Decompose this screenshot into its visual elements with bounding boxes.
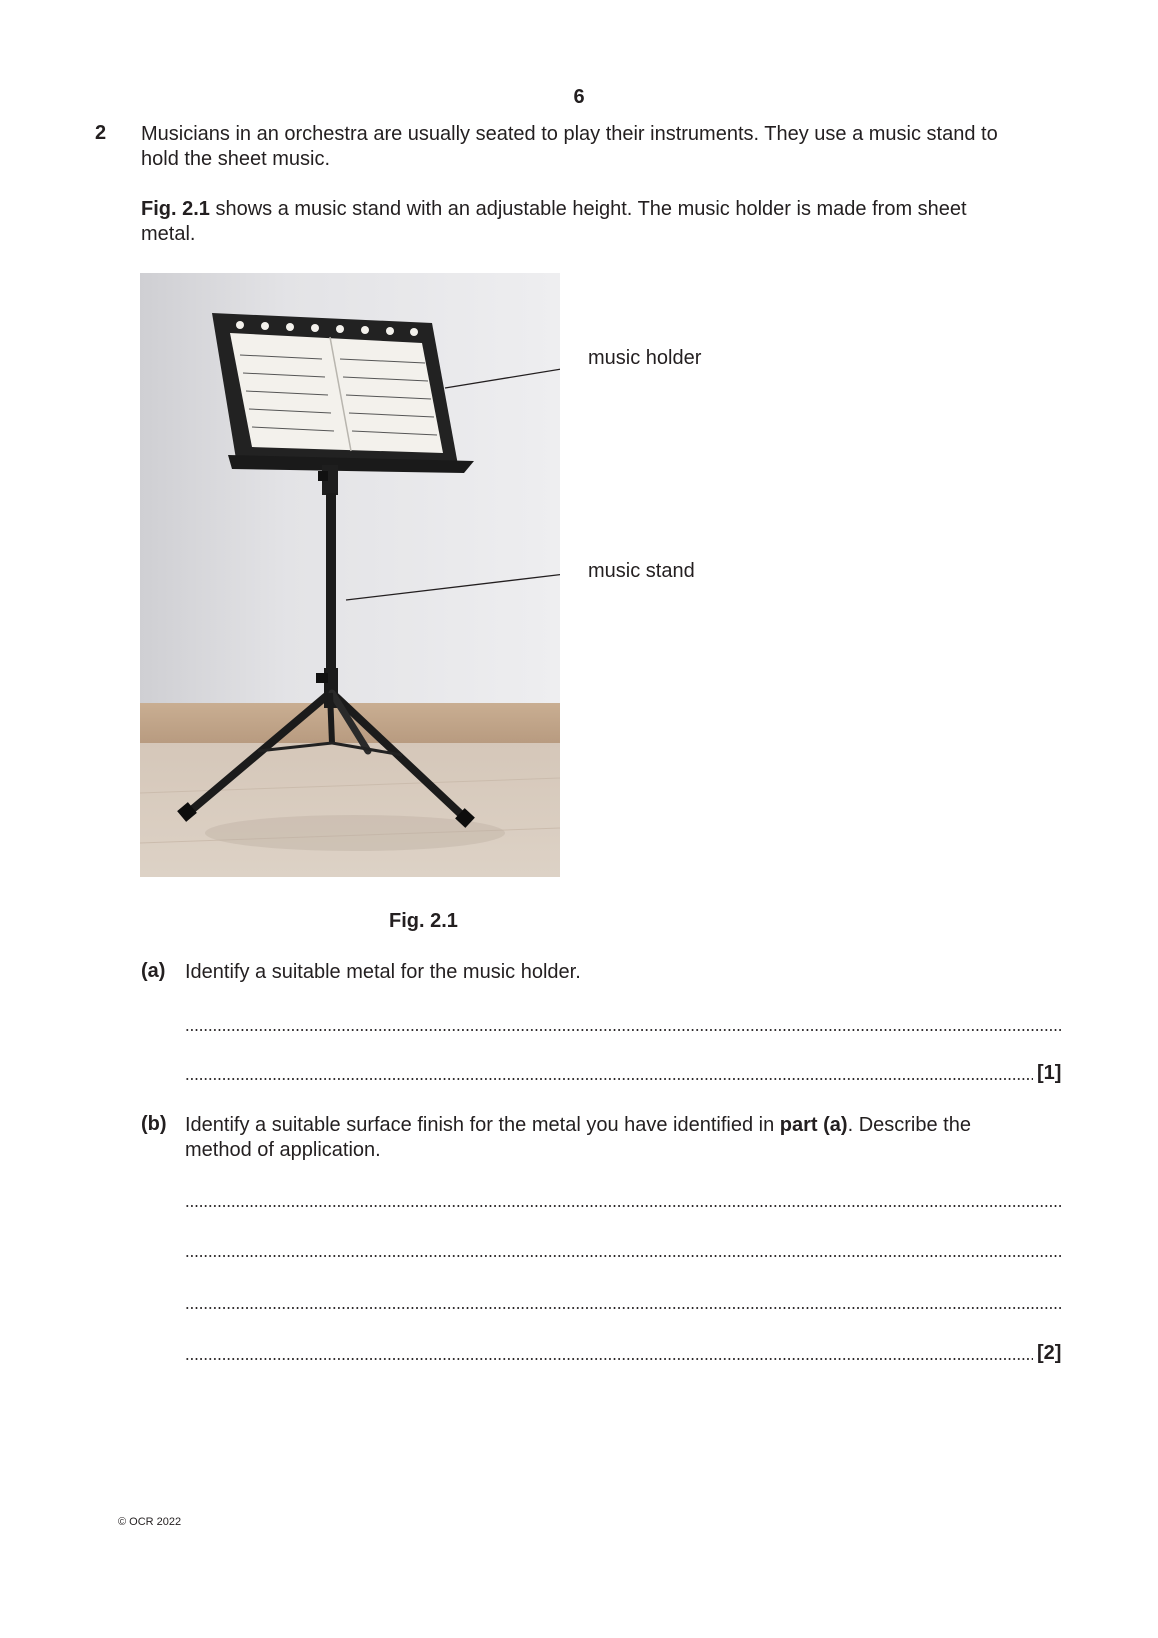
question-intro bbox=[141, 122, 1081, 172]
part-b-label: (b) bbox=[141, 1113, 167, 1135]
part-a-label: (a) bbox=[141, 960, 166, 982]
part-b-text bbox=[185, 1113, 1065, 1163]
part-a-text: Identify a suitable metal for the music holder. bbox=[185, 961, 581, 983]
question-number: 2 bbox=[95, 122, 107, 144]
answer-line[interactable] bbox=[185, 1358, 1033, 1360]
answer-line[interactable] bbox=[185, 1255, 1061, 1257]
music-stand-photo bbox=[140, 273, 560, 877]
figure-sentence-line-2: metal. bbox=[141, 223, 196, 245]
answer-line[interactable] bbox=[185, 1078, 1033, 1080]
intro-line-2: hold the sheet music. bbox=[141, 148, 330, 170]
part-a-marks: [1] bbox=[1037, 1062, 1062, 1084]
part-b-marks: [2] bbox=[1037, 1342, 1062, 1364]
intro-line-1: Musicians in an orchestra are usually seated to play their instruments. They use a music stand to bbox=[141, 123, 998, 145]
copyright-footer: © OCR 2022 bbox=[118, 1516, 182, 1528]
figure-caption: Fig. 2.1 bbox=[389, 910, 458, 932]
page-number: 6 bbox=[573, 86, 585, 108]
label-music-holder: music holder bbox=[588, 347, 702, 369]
figure-reference-text bbox=[141, 197, 1081, 247]
part-b-reference: part (a) bbox=[779, 1114, 848, 1136]
label-music-stand: music stand bbox=[588, 560, 695, 582]
answer-line[interactable] bbox=[185, 1307, 1061, 1309]
figure-reference: Fig. 2.1 bbox=[141, 198, 210, 220]
answer-line[interactable] bbox=[185, 1029, 1061, 1031]
figure-sentence-line-1: shows a music stand with an adjustable height. The music holder is made from sheet bbox=[209, 198, 967, 220]
answer-line[interactable] bbox=[185, 1205, 1061, 1207]
part-b-text-line-2: method of application. bbox=[185, 1139, 381, 1161]
part-b-text-start: Identify a suitable surface finish for the metal you have identified in bbox=[185, 1114, 780, 1136]
part-b-text-end: . Describe the bbox=[847, 1114, 971, 1136]
